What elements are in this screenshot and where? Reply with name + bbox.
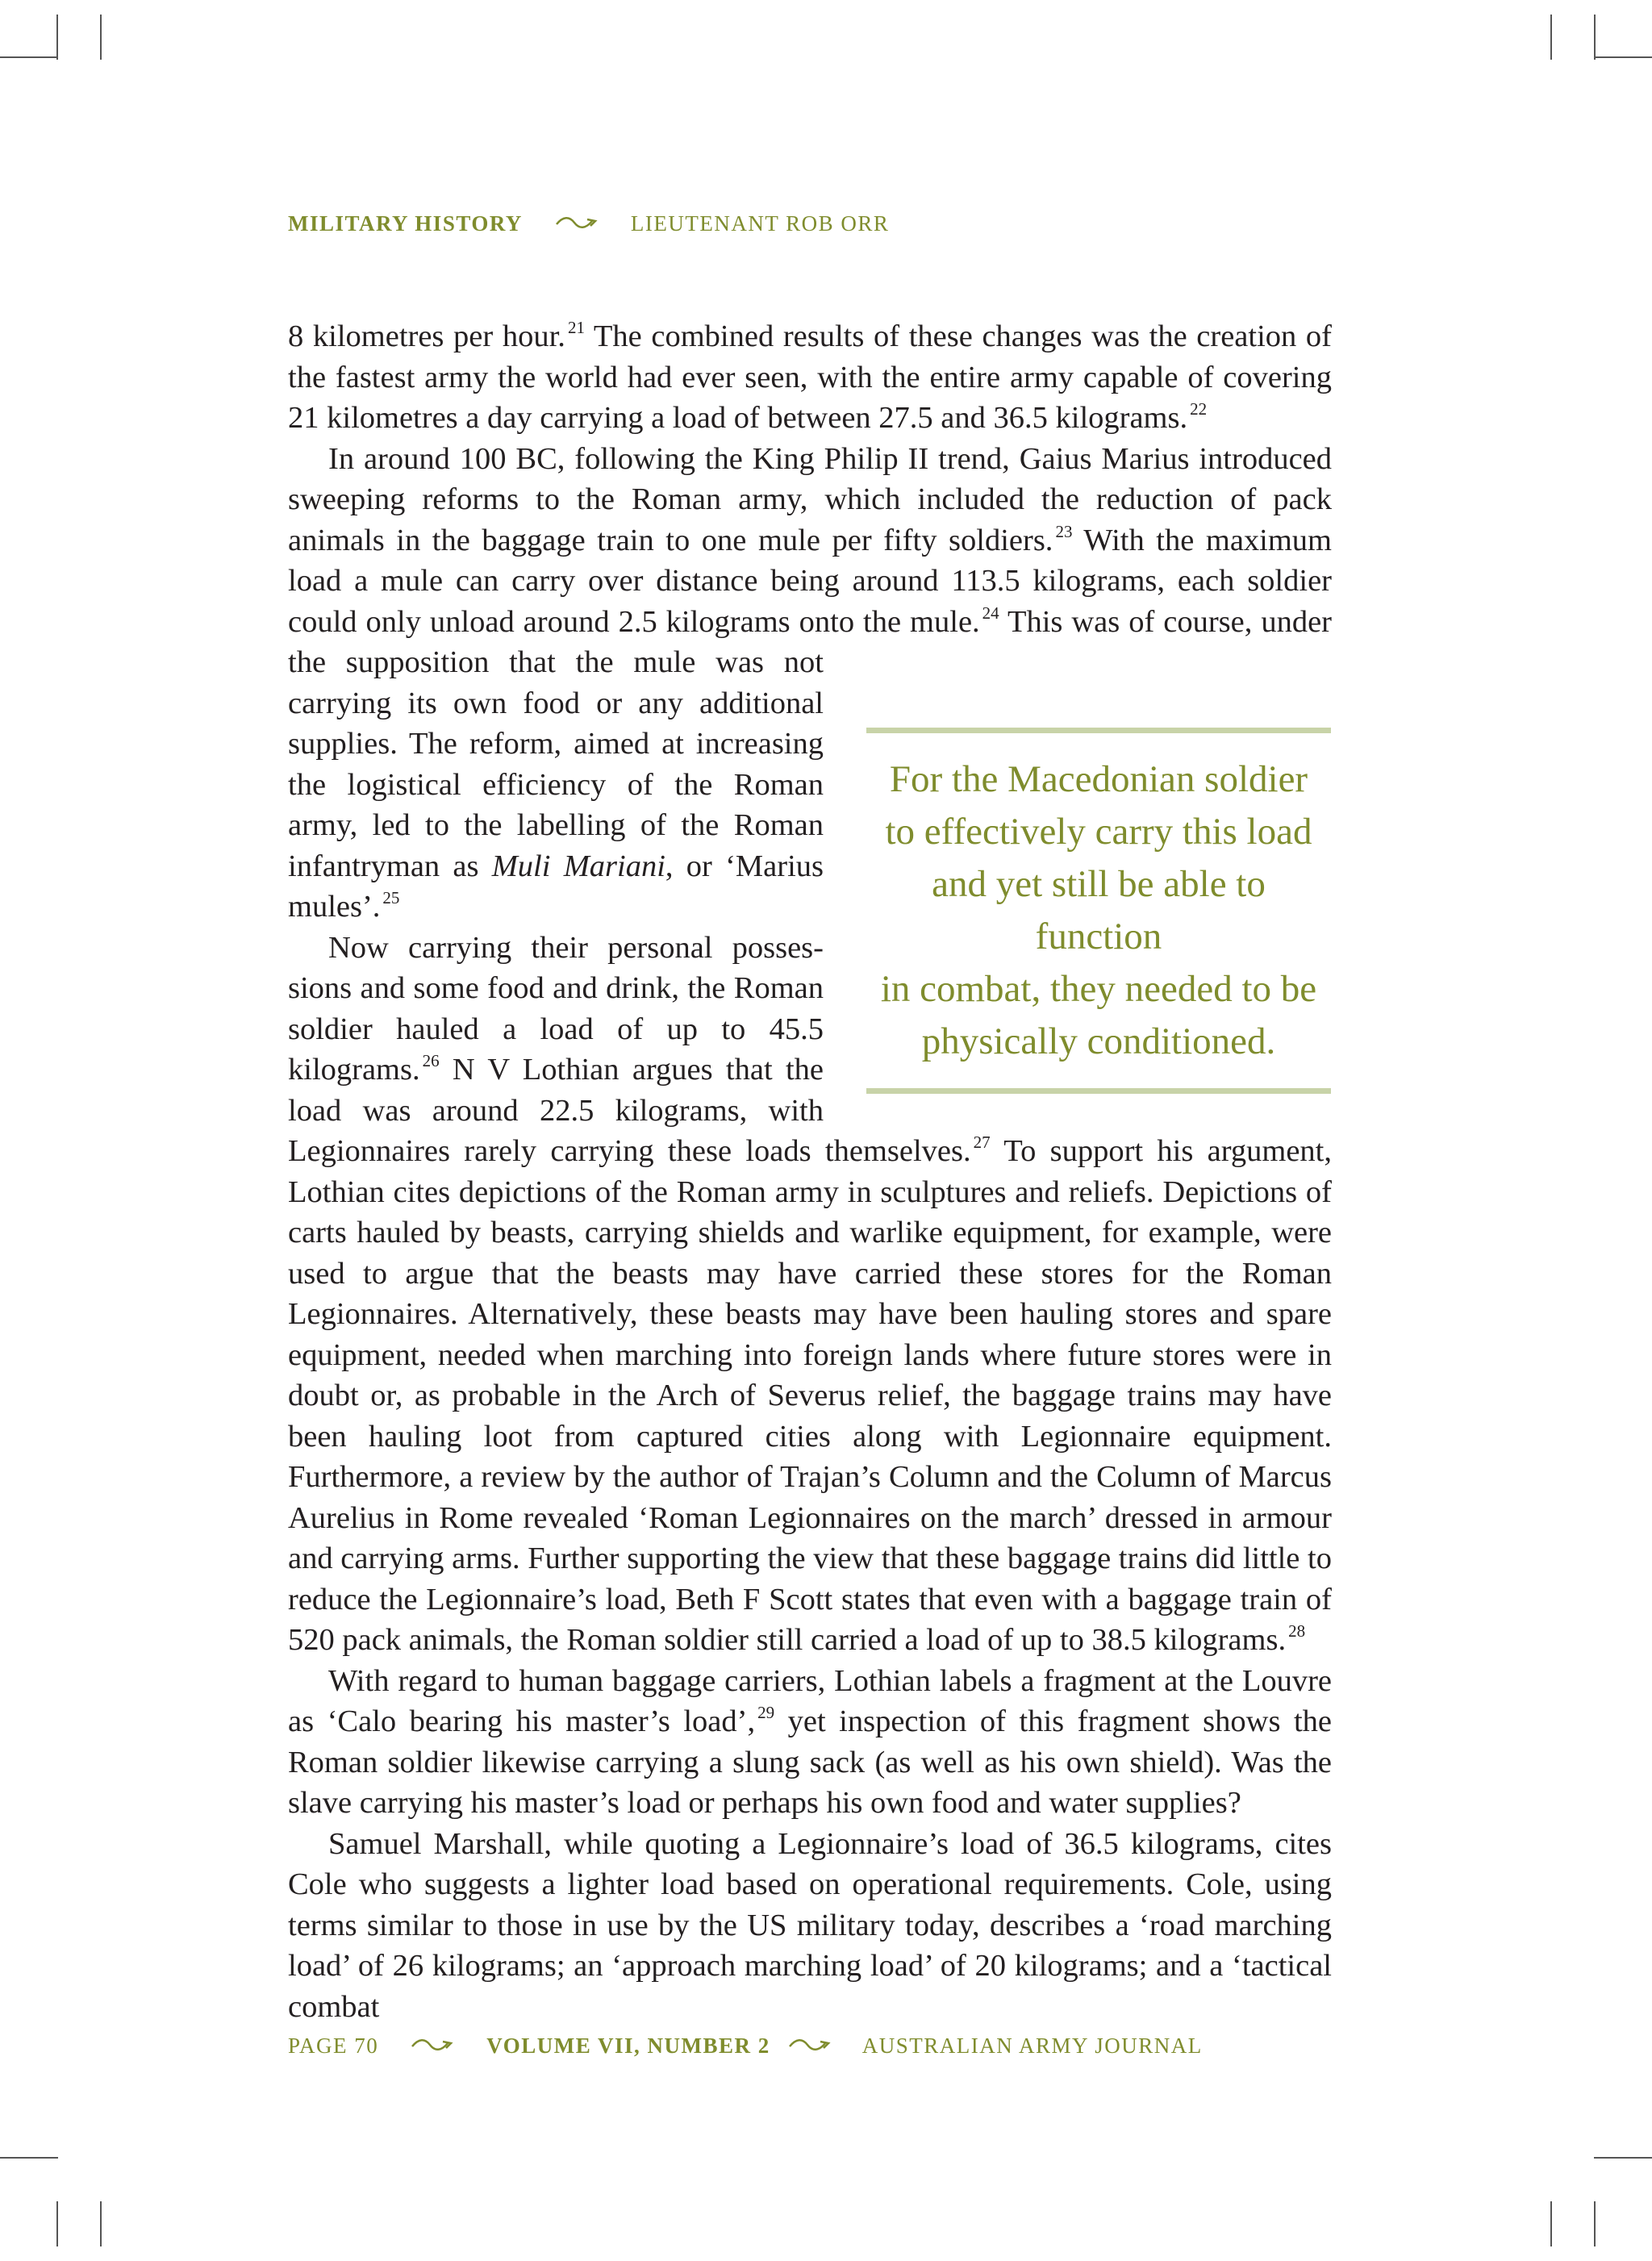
crop-mark <box>100 15 102 60</box>
footnote-ref: 29 <box>757 1703 775 1722</box>
crop-mark <box>100 2201 102 2246</box>
crop-mark <box>1550 15 1552 60</box>
text-run: , or ‘Marius mules’. <box>288 849 824 924</box>
paragraph <box>288 316 1332 439</box>
text-run: With the maximum load a mule can carry over distance being around 113.5 kilograms, each soldier could only unload around 2.5 kilograms onto the mule. <box>288 523 1332 639</box>
crop-mark <box>0 2157 58 2159</box>
footnote-ref: 22 <box>1190 399 1208 419</box>
footnote-ref: 25 <box>382 888 400 907</box>
footnote-ref: 26 <box>422 1051 440 1070</box>
text-run: yet inspection of this fragment shows the Roman soldier likewise carrying a slung sack (as well as his own shield). Was the slave carrying his master’s load or perhaps his own food and water supplies? <box>288 1704 1332 1820</box>
crop-mark <box>56 15 58 60</box>
italic-term: Muli Mariani <box>491 849 665 883</box>
text-run: Samuel Marshall, while quoting a Legionnaire’s load of 36.5 kilograms, cites Cole who suggests a lighter load based on operational requirements. Cole, using terms similar to those in use by the US military today, describes a ‘road marching load’ of 26 kilograms; an ‘approach marching load’ of 20 kilograms; and a ‘tactical combat <box>288 1826 1332 2024</box>
running-head <box>288 207 889 240</box>
crop-mark <box>1594 2201 1596 2246</box>
crop-mark <box>1550 2201 1552 2246</box>
text-run: N V Lothian argues that the load was around 22.5 kilograms, with Legionnaires rarely carrying these loads themselves. <box>288 1053 971 1168</box>
pull-quote-line: to effectively carry this load <box>885 811 1312 853</box>
footnote-ref: 21 <box>567 318 585 337</box>
journal-name: AUSTRALIAN ARMY JOURNAL <box>861 2033 1203 2058</box>
pull-quote-line: physically conditioned. <box>921 1020 1276 1062</box>
section-title: MILITARY HISTORY <box>288 211 523 236</box>
page-footer <box>288 2029 1203 2062</box>
swirl-ornament-icon <box>788 2034 833 2059</box>
pull-quote <box>866 728 1331 1094</box>
text-run: In around 100 BC, following the King Philip II trend, Gaius Marius introduced sweeping reforms to the Roman army, which included the reduction of pack animals in the baggage train to one mule per fifty soldiers. <box>288 441 1332 557</box>
crop-mark <box>56 2201 58 2246</box>
paragraph <box>288 1661 1332 1824</box>
footnote-ref: 28 <box>1288 1621 1306 1641</box>
text-run: The combined results of these changes was the creation of the fastest army the world had ever seen, with the entire army capable of covering 21 kilometres a day carrying a load of between 27.5 and 36.5 kilograms. <box>288 319 1332 435</box>
crop-mark <box>0 56 58 58</box>
text-run: To support his argument, Lothian cites depictions of the Roman army in sculptures and reliefs. Depictions of carts hauled by beasts, carrying shields and warlike equipment, for example, were used to argue that the beasts may have carried these stores for the Roman Legionnaires. Alternatively, these beasts may have been hauling stores and spare equipment, needed when marching into foreign lands where future stores were in doubt or, as probable in the Arch of Severus relief, the baggage trains may have been hauling loot from captured cities along with Legionnaire equipment. Furthermore, a review by the author of Trajan’s Column and the Column of Marcus Aurelius in Rome revealed ‘Roman Legionnaires on the march’ dressed in armour and carrying arms. Further supporting the view that these baggage trains did little to reduce the Legionnaire’s load, Beth F Scott states that even with a baggage train of 520 pack animals, the Roman soldier still carried a load of up to 38.5 kilograms. <box>288 1134 1332 1657</box>
crop-mark <box>1594 56 1652 58</box>
text-run: With regard to human baggage carriers, Lothian labels a fragment at the Louvre as ‘Calo bearing his master’s load’, <box>288 1663 1332 1738</box>
swirl-ornament-icon <box>555 211 600 236</box>
swirl-ornament-icon <box>411 2034 456 2059</box>
page-number: PAGE 70 <box>288 2033 379 2058</box>
text-run: Now carrying their personal possessions and some food and drink, the Roman soldier hauled a load of up to 45.5 kilograms. <box>288 930 824 1087</box>
paragraph <box>288 1824 1332 2028</box>
footnote-ref: 24 <box>982 603 999 623</box>
pull-quote-line: in combat, they needed to be <box>880 968 1317 1010</box>
text-run: This was of course, under the supposition that the mule was not carrying its own food or any additional supplies. The reform, aimed at increasing the logistical efficiency of the Roman army, led to the labelling of the Roman infantryman as <box>288 604 1332 883</box>
footnote-ref: 23 <box>1055 521 1073 541</box>
article-body <box>288 316 1332 2027</box>
text-run: 8 kilometres per hour. <box>288 319 565 353</box>
author-name: LIEUTENANT ROB ORR <box>630 211 890 236</box>
volume-label: VOLUME VII, NUMBER 2 <box>486 2033 770 2058</box>
pull-quote-line: For the Macedonian soldier <box>889 758 1308 800</box>
footnote-ref: 27 <box>973 1133 991 1152</box>
crop-mark <box>1594 2157 1652 2159</box>
pull-quote-line: and yet still be able to function <box>932 863 1266 957</box>
crop-mark <box>1594 15 1596 60</box>
